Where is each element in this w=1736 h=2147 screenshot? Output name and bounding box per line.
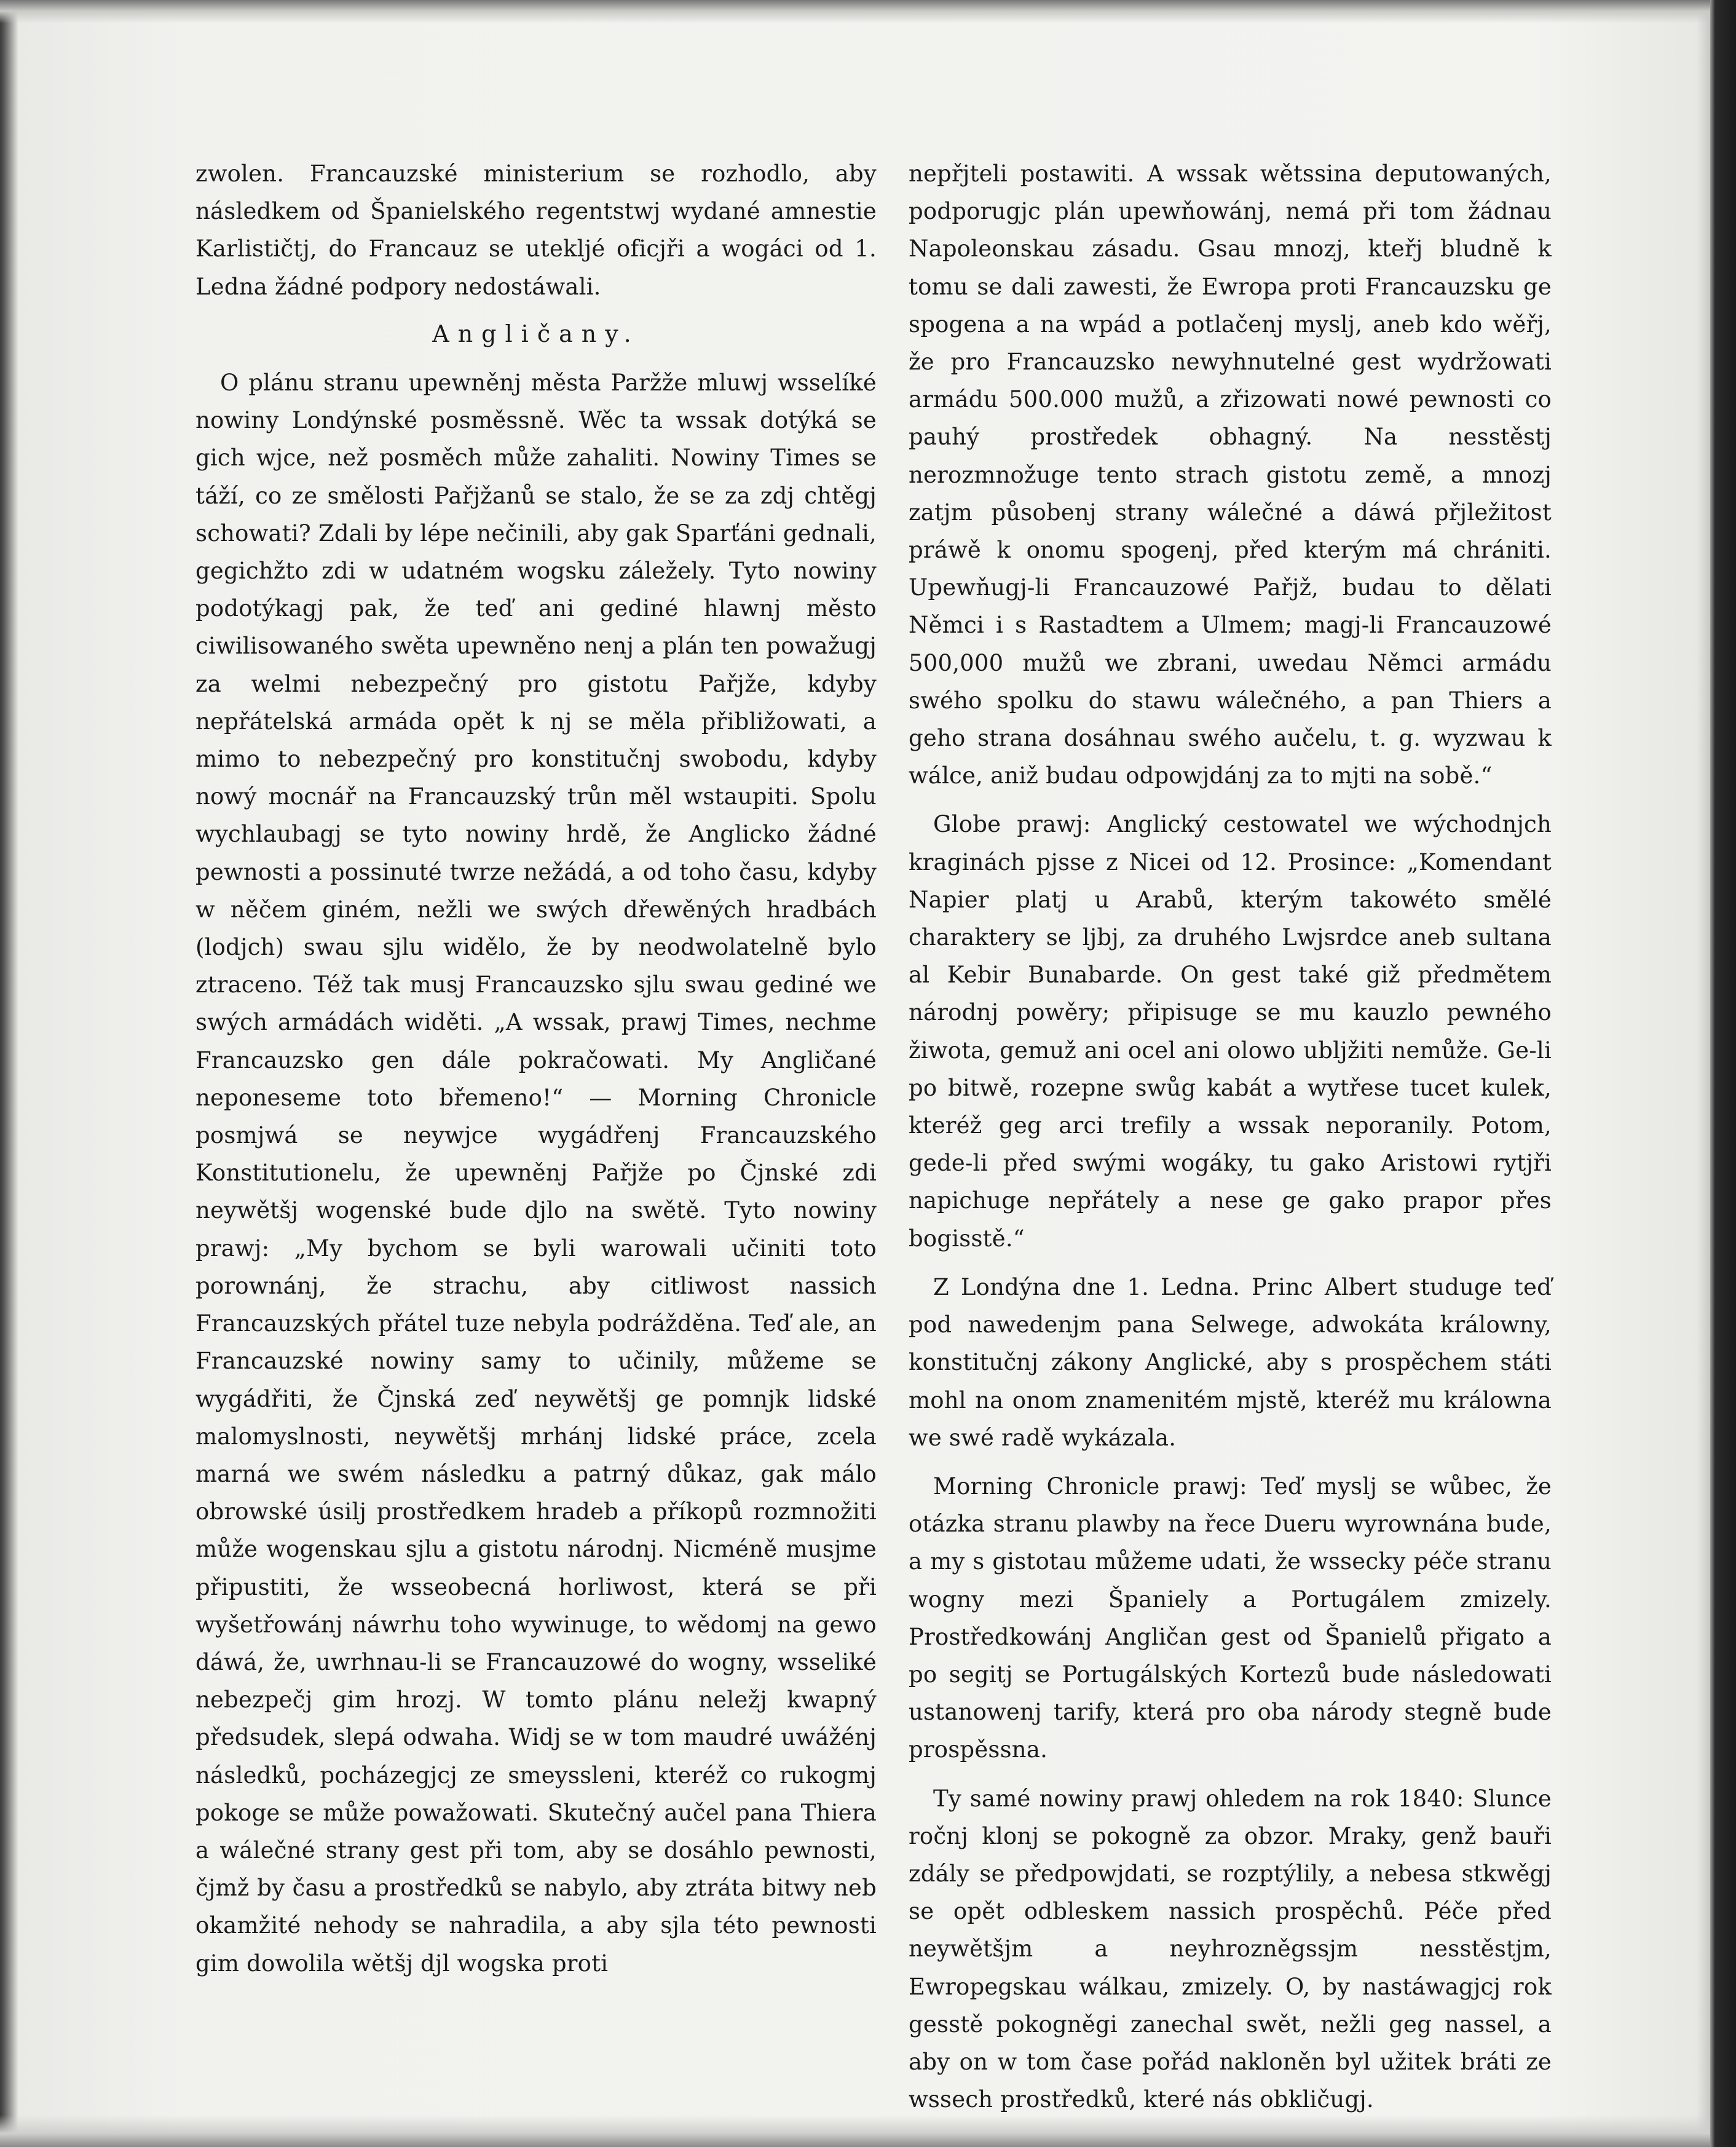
top-edge-shadow (0, 0, 1721, 23)
paragraph-karlist-amnesty: zwolen. Francauzské ministerium se rozhodlo, aby následkem od Španielského regentstwj wydané amnestie Karlističtj, do Francauz se utekljé oficjři a wogáci od 1. Ledna žádné podpory nedostáwali. (195, 160, 877, 300)
right-binding-edge (1710, 0, 1736, 2147)
paragraph-year-1840: Ty samé nowiny prawj ohledem na rok 1840: Slunce ročnj klonj se pokogně za obzor. Mraky, genž bauři zdály se předpowjdati, se rozptýlily, a nebesa stkwěgj se opět odbleskem nassich prospěchů. Péče před neywětšjm a neyhrozněgssjm nesstěstjm, Ewropegskau wálkau, zmizely. O, by nastáwagjcj rok gesstě pokogněgi zanechal swět, nežli geg nassel, a aby on w tom čase pořád nakloněn byl užitek bráti ze wssech prostředků, které nás obkličugj. (909, 1785, 1552, 2113)
paragraph-paris-fortification: O plánu stranu upewněnj města Paržže mluwj wsselíké nowiny Londýnské posměssně. Wěc ta wssak dotýká se gich wjce, než posměch může zahaliti. Nowiny Times se táží, co ze smělosti Pařjžanů se stalo, že se za zdj chtěgj schowati? Zdali by lépe nečinili, aby gak Sparťáni gednali, gegichžto zdi w udatném wogsku záležely. Tyto nowiny podotýkagj pak, že teď ani gediné hlawnj město ciwilisowaného swěta upewněno nenj a plán ten powažugj za welmi nebezpečný pro gistotu Pařjže, kdyby nepřátelská armáda opět k nj se měla přibližowati, a mimo to nebezpečný pro konstitučnj swobodu, kdyby nowý mocnář na Francauzský trůn měl wstaupiti. Spolu wychlaubagj se tyto nowiny hrdě, že Anglicko žádné pewnosti a possinuté twrze nežádá, a od toho času, kdyby w něčem giném, nežli we swých dřewěných hradbách (lodjch) swau sjlu widělo, že by neodwolatelně bylo ztraceno. Též tak musj Francauzsko sjlu swau gediné we swých armádách widěti. „A wssak, prawj Times, nechme Francauzsko gen dále pokračowati. My Angličané neponeseme toto břemeno!“ — Morning Chronicle posmjwá se neywjce wygádřenj Francauzského Konstitutionelu, že upewněnj Pařjže po Čjnské zdi neywětšj wogenské bude djlo na swětě. Tyto nowiny prawj: „My bychom se byli warowali učiniti toto porownánj, že strachu, aby citliwost nassich Francauzských přátel tuze nebyla podrážděna. Teď ale, an Francauzské nowiny samy to učinily, můžeme se wygádřiti, že Čjnská zeď neywětšj ge pomnjk lidské malomyslnosti, neywětšj mrhánj lidské práce, zcela marná we swém následku a patrný důkaz, gak málo obrowské úsilj prostředkem hradeb a příkopů rozmnožiti může wogenskau sjlu a gistotu národnj. Nicméně musjme připustiti, že wsseobecná horliwost, která se při wyšetřowánj náwrhu toho wywinuge, to wědomj na gewo dáwá, že, uwrhnau-li se Francauzowé do wogny, wsseliké nebezpečj gim hrozj. W tomto plánu neležj kwapný předsudek, slepá odwaha. Widj se w tom maudré uwážénj následků, pocházegjcj ze smeyssleni, kteréž co rukogmj pokoge se může powažowati. Skutečný aučel pana Thiera a wálečné strany gest při tom, aby se dosáhlo pewnosti, čjmž by času a prostředků se nabylo, aby ztráta bitwy neb okamžité nehody se nahradila, a aby sjla této pewnosti gim dowolila wětšj djl wogska proti (195, 370, 877, 1977)
left-column (195, 155, 877, 1982)
bottom-edge-shadow (0, 2115, 1721, 2147)
right-column (909, 155, 1552, 2118)
paragraph-globe-napier: Globe prawj: Anglický cestowatel we wýchodnjch kraginách pjsse z Nicei od 12. Prosince: „Komendant Napier platj u Arabů, kterým takowéto smělé charaktery se ljbj, za druhého Lwjsrdce aneb sultana al Kebir Bunabarde. On gest také giž předmětem národnj powěry; připisuge se mu kauzlo pewného žiwota, gemuž ani ocel ani olowo ubljžiti nemůže. Ge-li po bitwě, rozepne swůg kabát a wytřese tucet kulek, kteréž geg arci trefily a wssak neporanily. Potom, gede-li před swými wogáky, tu gako Aristowi rytjři napichuge nepřátely a nese ge gako prapor přes bogisstě.“ (909, 811, 1552, 1252)
paragraph-morning-chronicle-duero: Morning Chronicle prawj: Teď myslj se wůbec, že otázka stranu plawby na řece Dueru wyrownána bude, a my s gistotau můžeme udati, že wsseckу péče stranu wogny mezi Španiely a Portugálem zmizely. Prostředkowánj Angličan gest od Španielů přigato a po segitj se Portugálských Kortezů bude následowati ustanowenj tarify, která pro oba národy stegně bude prospěssna. (909, 1473, 1552, 1763)
paragraph-london-prince-albert: Z Londýna dne 1. Ledna. Princ Albert studuge teď pod nawedenjm pana Selwege, adwokáta králowny, konstitučnj zákony Anglické, aby s prospěchem státi mohl na onom znamenitém mjstě, kteréž mu králowna we swé radě wykázala. (909, 1273, 1552, 1451)
paragraph-deputies: nepřjteli postawiti. A wssak wětssina deputowaných, podporugjc plán upewňowánj, nemá při tom žádnau Napoleonskau zásadu. Gsau mnozj, kteřj bludně k tomu se dali zawesti, že Ewropa proti Francauzsku ge spogena a na wpád a potlačenj myslj, aneb kdo wěřj, že pro Francauzsko newyhnutelné gest wydržowati armádu 500.000 mužů, a zřizowati nowé pewnosti co pauhý prostředek obhagný. Na nesstěstj nerozmnožuge tento strach gistotu země, a mnozj zatjm působenj strany wálečné a dáwá přjležitost práwě k onomu spogenj, před kterým má chrániti. Upewňugj-li Francauzowé Pařjž, budau to dělati Němci i s Rastadtem a Ulmem; magj-li Francauzowé 500,000 mužů we zbrani, uwedau Němci armádu swého spolku do stawu wálečného, a pan Thiers a geho strana dosáhnau swého aučelu, t. g. wyzwau k wálce, aniž budau odpowjdánj za to mjti na sobě.“ (909, 160, 1552, 789)
section-heading-anglicany: Angličany. (432, 320, 640, 347)
